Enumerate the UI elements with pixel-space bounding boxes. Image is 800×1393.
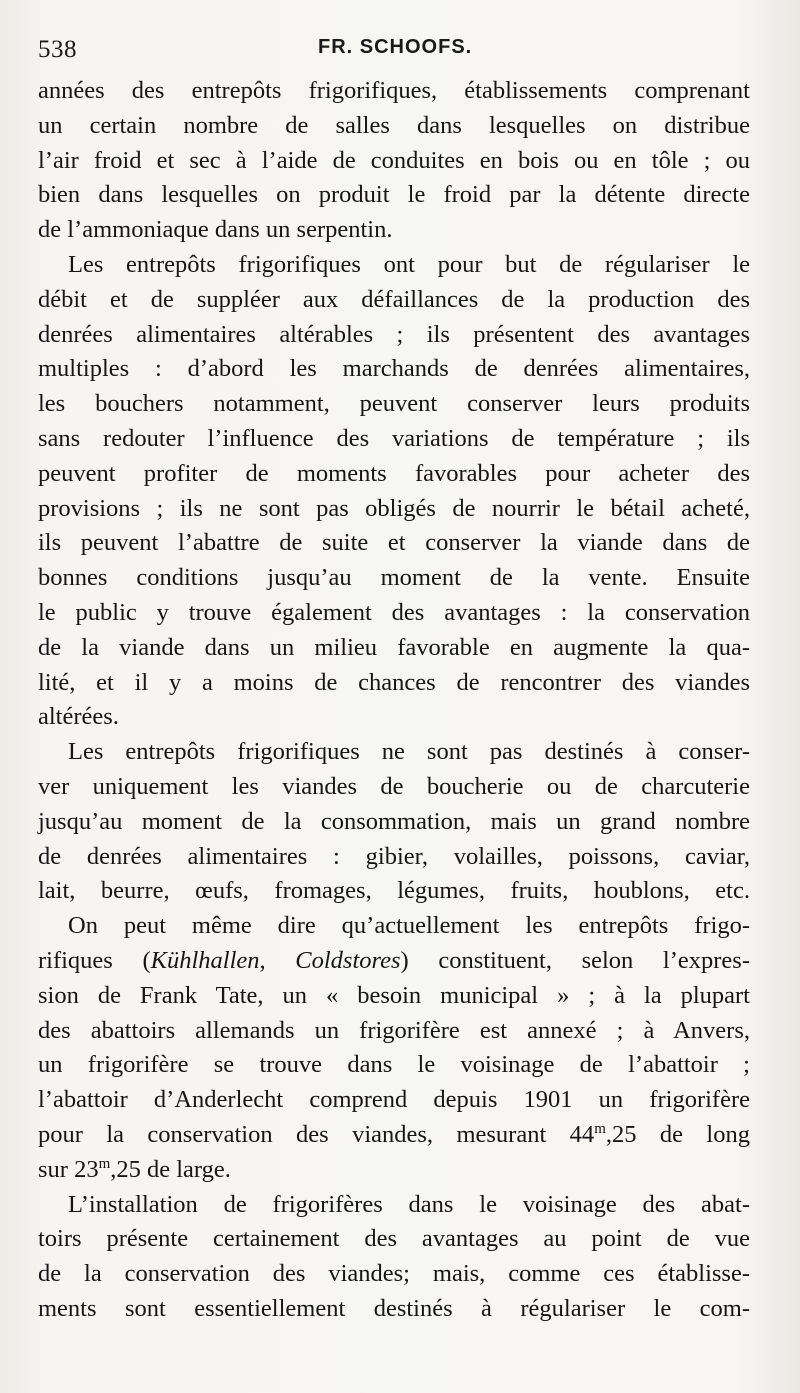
text-line: jusqu’au moment de la consommation, mais un grand nombre (38, 807, 750, 835)
text-line (38, 1153, 750, 1188)
text-run: pour la conservation des viandes, mesurant 44 (38, 1120, 595, 1148)
text-line: provisions ; ils ne sont pas obligés de nourrir le bétail acheté, (38, 494, 750, 522)
text-line: sans redouter l’influence des variations de température ; ils (38, 424, 750, 452)
text-line: Les entrepôts frigorifiques ne sont pas destinés à conser- (68, 738, 750, 766)
text-line: bonnes conditions jusqu’au moment de la vente. Ensuite (38, 564, 750, 592)
text-line: de denrées alimentaires : gibier, volailles, poissons, caviar, (38, 842, 750, 870)
text-run: rifiques ( (38, 946, 151, 974)
text-line (38, 944, 750, 979)
text-line: peuvent profiter de moments favorables pour acheter des (38, 459, 750, 487)
text-line: sion de Frank Tate, un « besoin municipal » ; à la plupart (38, 981, 750, 1009)
text-run: ,25 de long (605, 1120, 750, 1148)
text-line: ils peuvent l’abattre de suite et conserver la viande dans de (38, 529, 750, 557)
text-line: de l’ammoniaque dans un serpentin. (38, 216, 393, 244)
text-line: un certain nombre de salles dans lesquelles on distribue (38, 111, 750, 139)
text-line: années des entrepôts frigorifiques, établissements comprenant (38, 77, 750, 104)
italic-term: Coldstores (295, 946, 401, 974)
body-text (38, 74, 750, 1327)
text-line: Les entrepôts frigorifiques ont pour but de régulariser le (68, 250, 750, 278)
text-line: bien dans lesquelles on produit le froid par la détente directe (38, 181, 750, 209)
text-line: ver uniquement les viandes de boucherie ou de charcuterie (38, 772, 750, 800)
text-line: L’installation de frigorifères dans le voisinage des abat- (68, 1190, 750, 1218)
superscript: m (594, 1120, 606, 1137)
text-line: toirs présente certainement des avantages au point de vue (38, 1225, 750, 1253)
text-line (38, 1118, 750, 1153)
text-line: l’air froid et sec à l’aide de conduites en bois ou en tôle ; ou (38, 146, 750, 174)
text-line: un frigorifère se trouve dans le voisinage de l’abattoir ; (38, 1051, 750, 1079)
text-line: débit et de suppléer aux défaillances de la production des (38, 285, 750, 313)
text-line: des abattoirs allemands un frigorifère est annexé ; à Anvers, (38, 1016, 750, 1044)
text-line: le public y trouve également des avantages : la conservation (38, 598, 750, 626)
text-line: lité, et il y a moins de chances de rencontrer des viandes (38, 668, 750, 696)
page-header (38, 28, 760, 64)
italic-term: Kühlhallen (150, 946, 260, 974)
text-line: de la viande dans un milieu favorable en augmente la qua- (38, 633, 750, 661)
text-run: ) constituent, selon l’expres- (400, 946, 750, 974)
text-line: les bouchers notamment, peuvent conserver leurs produits (38, 390, 750, 418)
text-line: l’abattoir d’Anderlecht comprend depuis 1901 un frigorifère (38, 1086, 750, 1114)
page-number: 538 (38, 36, 77, 63)
text-line: lait, beurre, œufs, fromages, légumes, fruits, houblons, etc. (38, 877, 750, 905)
text-line: altérées. (38, 703, 119, 731)
text-line: denrées alimentaires altérables ; ils présentent des avantages (38, 320, 750, 348)
text-line: ments sont essentiellement destinés à régulariser le com- (38, 1294, 750, 1322)
text-line: On peut même dire qu’actuellement les entrepôts frigo- (68, 912, 750, 940)
text-run: sur 23 (38, 1155, 99, 1183)
text-run: ,25 de large. (110, 1155, 231, 1183)
superscript: m (98, 1155, 111, 1172)
text-run: , (259, 946, 296, 974)
text-line: de la conservation des viandes; mais, comme ces établisse- (38, 1260, 750, 1288)
text-line: multiples : d’abord les marchands de denrées alimentaires, (38, 355, 750, 383)
running-head: FR. SCHOOFS. (318, 36, 473, 58)
